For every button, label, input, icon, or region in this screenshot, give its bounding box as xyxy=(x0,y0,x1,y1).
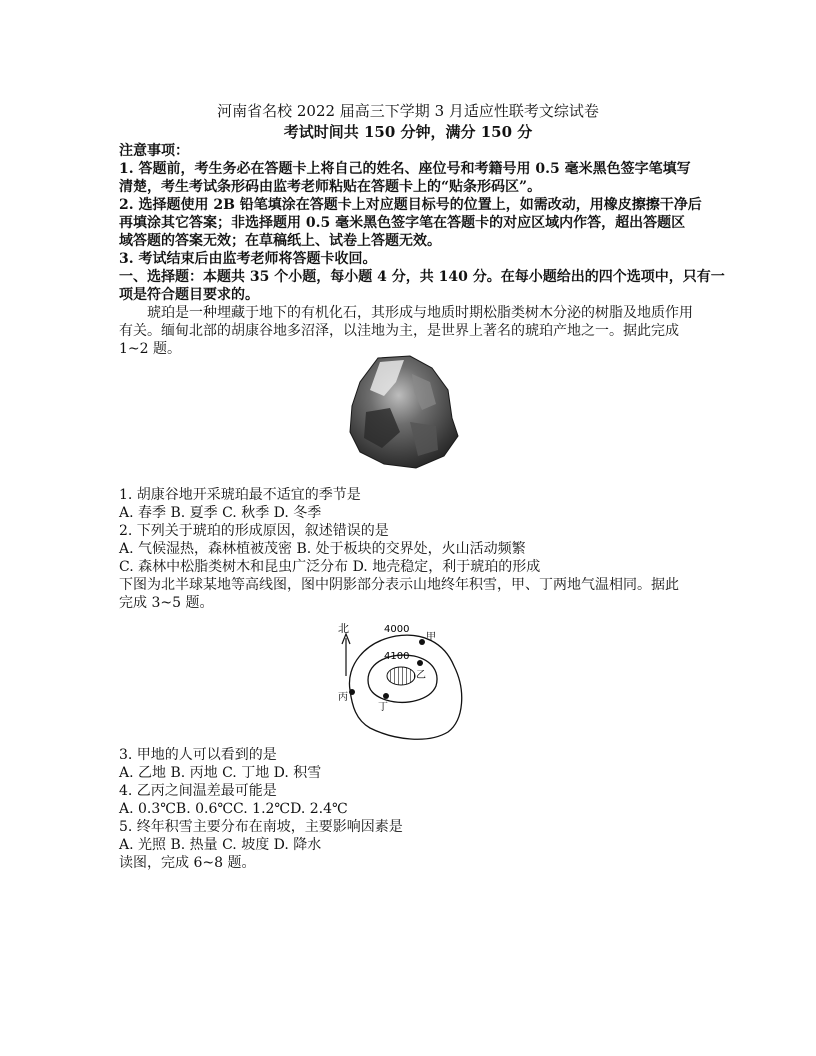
note-line: 域答题的答案无效；在草稿纸上、试卷上答题无效。 xyxy=(119,233,441,249)
intro-line: 下图为北半球某地等高线图，图中阴影部分表示山地终年积雪，甲、丁两地气温相同。据此 xyxy=(119,577,679,593)
intro-line: 1~2 题。 xyxy=(119,341,181,357)
question-line: 1. 胡康谷地开采琥珀最不适宜的季节是 xyxy=(119,487,361,503)
label-jia: 甲 xyxy=(426,632,436,643)
label-4000: 4000 xyxy=(384,624,410,635)
point-yi xyxy=(417,660,423,666)
label-yi: 乙 xyxy=(416,670,426,681)
exam-subtitle: 考试时间共 150 分钟，满分 150 分 xyxy=(283,123,533,141)
option-line: A. 乙地 B. 丙地 C. 丁地 D. 积雪 xyxy=(119,765,322,781)
note-line: 清楚，考生考试条形码由监考老师粘贴在答题卡上的“贴条形码区”。 xyxy=(119,179,542,195)
point-ding xyxy=(383,693,389,699)
amber-photo xyxy=(340,352,466,474)
contour-map xyxy=(330,616,476,746)
option-line: C. 森林中松脂类树木和昆虫广泛分布 D. 地壳稳定，利于琥珀的形成 xyxy=(119,559,541,575)
intro-line: 读图，完成 6~8 题。 xyxy=(119,855,256,871)
label-ding: 丁 xyxy=(378,702,388,713)
notes-heading: 注意事项： xyxy=(119,143,189,159)
intro-line: 完成 3~5 题。 xyxy=(119,595,214,611)
note-line: 1. 答题前，考生务必在答题卡上将自己的姓名、座位号和考籍号用 0.5 毫米黑色签字笔填写 xyxy=(119,161,691,177)
north-label: 北 xyxy=(338,622,349,635)
note-line: 再填涂其它答案；非选择题用 0.5 毫米黑色签字笔在答题卡的对应区域内作答，超出答题区 xyxy=(119,215,686,231)
question-line: 5. 终年积雪主要分布在南坡，主要影响因素是 xyxy=(119,819,403,835)
label-bing: 丙 xyxy=(338,692,348,703)
question-line: 4. 乙丙之间温差最可能是 xyxy=(119,783,277,799)
note-line: 2. 选择题使用 2B 铅笔填涂在答题卡上对应题目标号的位置上，如需改动，用橡皮擦擦干净后 xyxy=(119,197,702,213)
label-4100: 4100 xyxy=(384,651,410,662)
option-line: A. 光照 B. 热量 C. 坡度 D. 降水 xyxy=(119,837,322,853)
section-heading: 一、选择题：本题共 35 个小题，每小题 4 分，共 140 分。在每小题给出的四个选项中，只有一 xyxy=(119,269,725,285)
section-heading: 项是符合题目要求的。 xyxy=(119,287,259,303)
question-line: 2. 下列关于琥珀的形成原因，叙述错误的是 xyxy=(119,523,389,539)
intro-line: 有关。缅甸北部的胡康谷地多沼泽，以洼地为主，是世界上著名的琥珀产地之一。据此完成 xyxy=(119,323,679,339)
point-jia xyxy=(419,639,425,645)
option-line: A. 春季 B. 夏季 C. 秋季 D. 冬季 xyxy=(119,505,322,521)
snow-area xyxy=(387,667,415,685)
option-line: A. 0.3℃B. 0.6℃C. 1.2℃D. 2.4℃ xyxy=(119,801,348,817)
note-line: 3. 考试结束后由监考老师将答题卡收回。 xyxy=(119,251,377,267)
intro-line: 琥珀是一种埋藏于地下的有机化石，其形成与地质时期松脂类树木分泌的树脂及地质作用 xyxy=(147,305,693,321)
option-line: A. 气候湿热，森林植被茂密 B. 处于板块的交界处，火山活动频繁 xyxy=(119,541,526,557)
point-bing xyxy=(349,689,355,695)
question-line: 3. 甲地的人可以看到的是 xyxy=(119,747,277,763)
exam-title: 河南省名校 2022 届高三下学期 3 月适应性联考文综试卷 xyxy=(217,102,599,120)
